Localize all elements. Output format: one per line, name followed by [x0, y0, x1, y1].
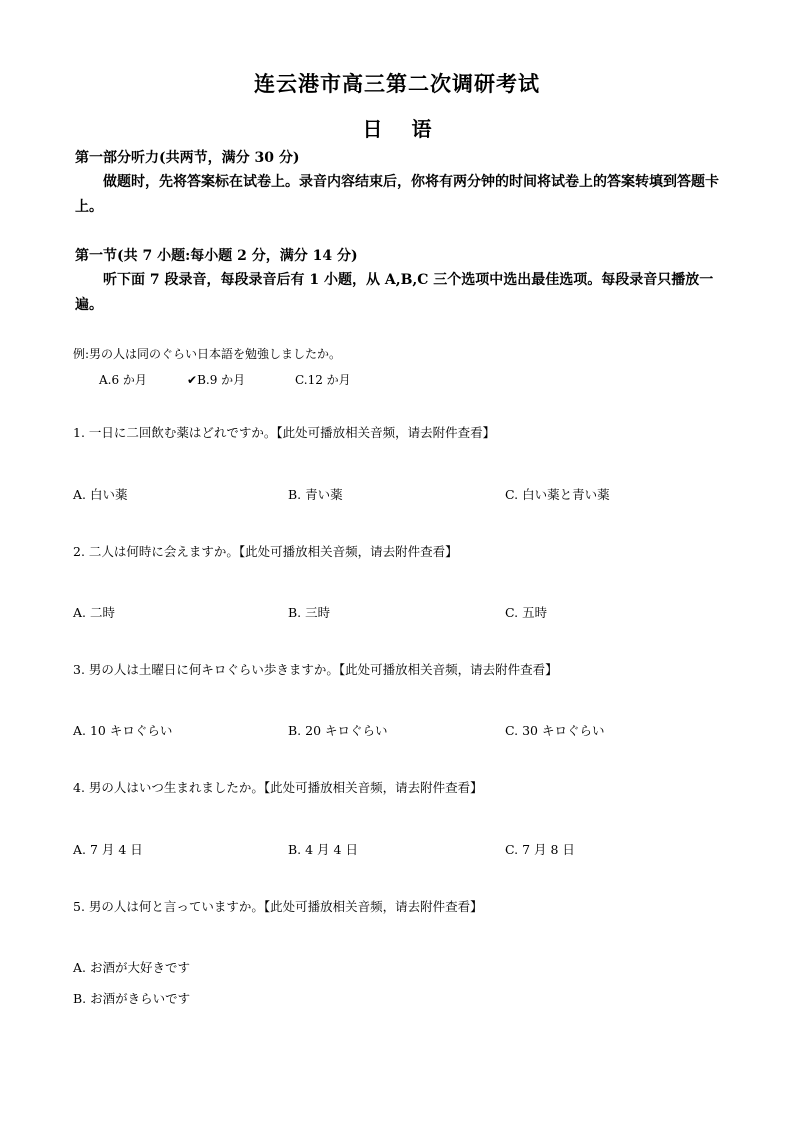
section1-heading: 第一节(共 7 小题:每小题 2 分，满分 14 分)	[75, 248, 358, 264]
question-4-option-b: B. 4 月 4 日	[288, 842, 358, 857]
section1-instruction: 听下面 7 段录音，每段录音后有 1 小题，从 A,B,C 三个选项中选出最佳选项。每段录音只播放一遍。	[75, 272, 714, 313]
subject-title: 日 语	[362, 117, 432, 141]
question-2-option-b: B. 三時	[288, 605, 331, 620]
question-3-option-b: B. 20 キロぐらい	[288, 723, 388, 738]
question-1-option-b: B. 青い薬	[288, 487, 343, 502]
question-1-option-c: C. 白い薬と青い薬	[505, 487, 610, 502]
question-5-option-b: B. お酒がきらいです	[73, 991, 191, 1006]
example-option-b-label: B.9 か月	[197, 373, 246, 387]
part1-heading: 第一部分听力(共两节，满分 30 分)	[75, 150, 300, 166]
example-option-c: C.12 か月	[295, 373, 351, 387]
question-1: 1. 一日に二回飲む薬はどれですか。【此处可播放相关音频，请去附件查看】	[73, 425, 496, 440]
question-2-option-a: A. 二時	[73, 605, 115, 620]
page-title: 连云港市高三第二次调研考试	[254, 71, 540, 96]
question-5: 5. 男の人は何と言っていますか。【此处可播放相关音频，请去附件查看】	[73, 899, 483, 914]
part1-instruction: 做题时，先将答案标在试卷上。录音内容结束后，你将有两分钟的时间将试卷上的答案转填到答题卡上。	[75, 174, 719, 215]
question-3-option-a: A. 10 キロぐらい	[73, 723, 173, 738]
example-question: 例:男の人は同のぐらい日本語を勉強しましたか。	[73, 347, 342, 361]
question-3-option-c: C. 30 キロぐらい	[505, 723, 605, 738]
check-mark-icon: ✔	[187, 373, 198, 387]
question-2: 2. 二人は何時に会えますか。【此处可播放相关音频，请去附件查看】	[73, 544, 458, 559]
example-option-b	[187, 371, 245, 388]
question-4-option-a: A. 7 月 4 日	[73, 842, 143, 857]
example-option-a: A.6 か月	[99, 373, 147, 387]
question-5-option-a: A. お酒が大好きです	[73, 960, 190, 975]
question-2-option-c: C. 五時	[505, 605, 548, 620]
question-1-option-a: A. 白い薬	[73, 487, 128, 502]
question-3: 3. 男の人は土曜日に何キロぐらい歩きますか。【此处可播放相关音频，请去附件查看】	[73, 662, 558, 677]
question-4: 4. 男の人はいつ生まれましたか。【此处可播放相关音频，请去附件查看】	[73, 780, 483, 795]
question-4-option-c: C. 7 月 8 日	[505, 842, 575, 857]
